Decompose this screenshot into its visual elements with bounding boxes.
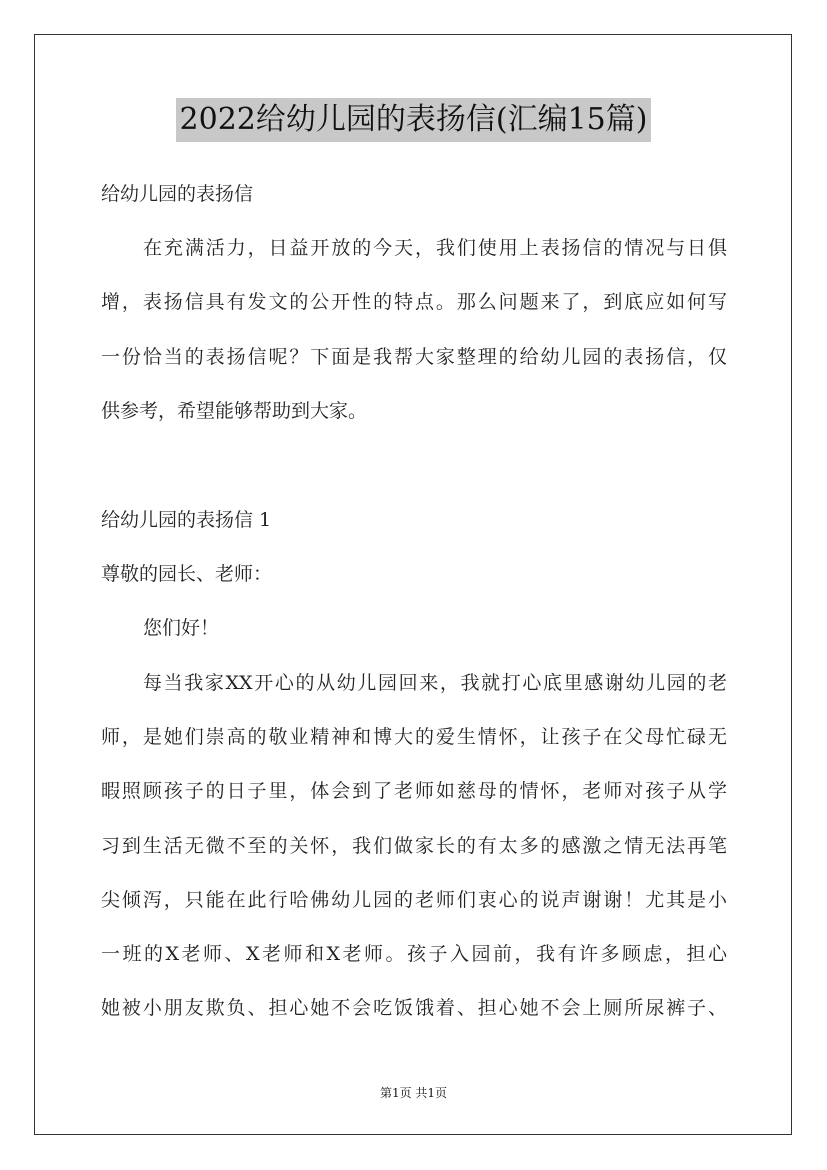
letter-heading: 给幼儿园的表扬信 1 xyxy=(101,509,272,531)
body-line-3: 暇照顾孩子的日子里，体会到了老师如慈母的情怀，老师对孩子从学 xyxy=(101,780,727,802)
body-line-2: 师，是她们崇高的敬业精神和博大的爱生情怀，让孩子在父母忙碌无 xyxy=(101,726,727,748)
salutation: 尊敬的园长、老师： xyxy=(101,563,273,585)
intro-line-2: 增，表扬信具有发文的公开性的特点。那么问题来了，到底应如何写 xyxy=(101,291,727,313)
document-title: 2022给幼儿园的表扬信(汇编15篇) xyxy=(176,98,652,142)
intro-line-4: 供参考，希望能够帮助到大家。 xyxy=(101,400,368,422)
body-line-1: 每当我家XX开心的从幼儿园回来，我就打心底里感谢幼儿园的老 xyxy=(143,672,727,694)
page-footer: 第1页 共1页 xyxy=(379,1086,448,1100)
body-line-4: 习到生活无微不至的关怀，我们做家长的有太多的感激之情无法再笔 xyxy=(101,835,727,857)
intro-line-1: 在充满活力，日益开放的今天，我们使用上表扬信的情况与日俱 xyxy=(143,237,727,259)
body-line-7: 她被小朋友欺负、担心她不会吃饭饿着、担心她不会上厕所尿裤子、 xyxy=(101,997,727,1019)
greeting: 您们好！ xyxy=(143,617,220,639)
intro-line-3: 一份恰当的表扬信呢？下面是我帮大家整理的给幼儿园的表扬信，仅 xyxy=(101,346,727,368)
body-line-6: 一班的X老师、X老师和X老师。孩子入园前，我有许多顾虑，担心 xyxy=(101,943,727,965)
intro-heading: 给幼儿园的表扬信 xyxy=(101,183,254,205)
body-line-5: 尖倾泻，只能在此行哈佛幼儿园的老师们衷心的说声谢谢！尤其是小 xyxy=(101,889,727,911)
title-container xyxy=(0,98,827,142)
